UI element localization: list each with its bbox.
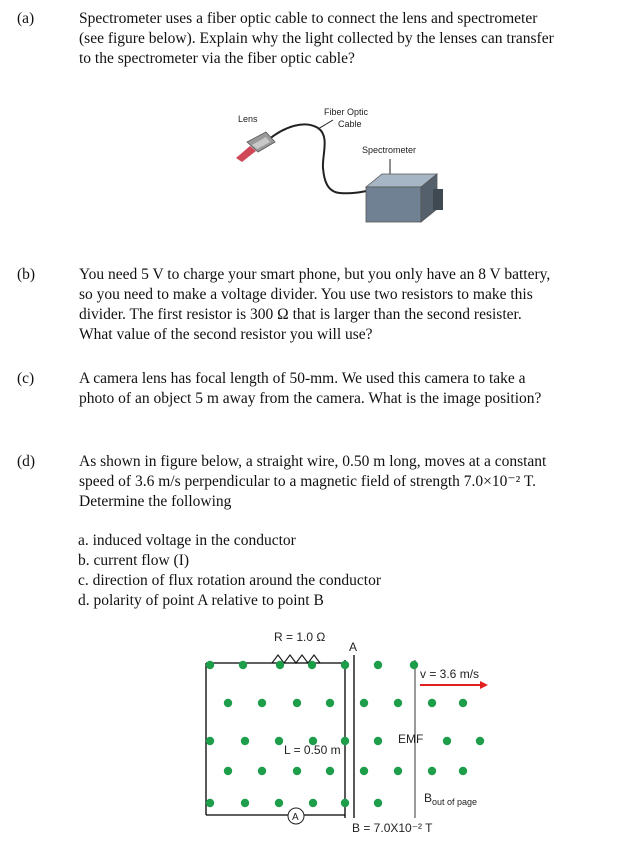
field-dot xyxy=(341,799,349,807)
field-dot xyxy=(275,799,283,807)
field-dot xyxy=(308,661,316,669)
velocity-label: v = 3.6 m/s xyxy=(420,667,480,681)
field-dot xyxy=(206,799,214,807)
emf-label: EMF xyxy=(398,732,424,746)
lens-icon xyxy=(236,132,275,162)
field-dot xyxy=(374,661,382,669)
b-out-main: B xyxy=(424,791,433,805)
question-b-line-3: divider. The first resistor is 300 Ω that is larger than the second resister. xyxy=(79,306,522,323)
question-b-line-4: What value of the second resistor you will use? xyxy=(79,326,373,343)
field-dot xyxy=(293,767,301,775)
field-dot xyxy=(374,799,382,807)
question-c-line-1: A camera lens has focal length of 50-mm. We used this camera to take a xyxy=(79,370,526,387)
length-label: L = 0.50 m xyxy=(284,743,341,757)
field-dot xyxy=(258,699,266,707)
cable-label-line1: Fiber Optic xyxy=(324,107,369,117)
field-dot xyxy=(206,737,214,745)
field-dot xyxy=(410,661,418,669)
question-d-line-2: speed of 3.6 m/s perpendicular to a magnetic field of strength 7.0×10⁻² T. xyxy=(79,473,537,490)
question-b-label: (b) xyxy=(17,266,36,283)
question-d-text xyxy=(79,452,609,512)
spectrometer-figure xyxy=(0,95,622,235)
field-dot xyxy=(360,699,368,707)
field-dot xyxy=(374,737,382,745)
field-strength-label: B = 7.0X10⁻² T xyxy=(352,821,433,835)
point-a-circle-label: A xyxy=(292,812,299,823)
field-dot xyxy=(326,699,334,707)
question-d-subpart-c: c. direction of flux rotation around the conductor xyxy=(78,572,382,589)
question-d-line-1: As shown in figure below, a straight wire, 0.50 m long, moves at a constant xyxy=(79,453,547,470)
field-dot xyxy=(276,661,284,669)
cable-label-line2: Cable xyxy=(338,119,362,129)
question-d-line-3: Determine the following xyxy=(79,493,232,510)
field-dot xyxy=(341,661,349,669)
magnetic-field-figure xyxy=(0,625,622,845)
field-dot xyxy=(360,767,368,775)
field-dot xyxy=(326,767,334,775)
field-dot xyxy=(224,767,232,775)
field-dot xyxy=(241,799,249,807)
b-out-sub: out of page xyxy=(432,797,478,807)
field-dot xyxy=(428,767,436,775)
circuit-frame xyxy=(206,655,415,818)
question-b-line-1: You need 5 V to charge your smart phone, but you only have an 8 V battery, xyxy=(79,266,551,283)
point-a-marker xyxy=(288,808,304,824)
b-out-label xyxy=(424,791,477,807)
question-c-label: (c) xyxy=(17,370,35,387)
question-a-line-1: Spectrometer uses a fiber optic cable to connect the lens and spectrometer xyxy=(79,10,538,27)
velocity-arrow-icon xyxy=(420,681,488,689)
question-c-text xyxy=(79,369,609,409)
field-dot xyxy=(443,737,451,745)
question-a-line-2: (see figure below). Explain why the light collected by the lenses can transfer xyxy=(79,30,554,47)
spectrometer-label: Spectrometer xyxy=(362,145,417,155)
question-a-text xyxy=(79,9,609,69)
field-dot xyxy=(459,767,467,775)
resistor-label: R = 1.0 Ω xyxy=(274,630,326,644)
question-d-subpart-d: d. polarity of point A relative to point B xyxy=(78,592,324,609)
spectrometer-box-icon xyxy=(366,174,443,222)
question-d-subpart-a: a. induced voltage in the conductor xyxy=(78,532,296,549)
point-a-top-label: A xyxy=(349,640,358,654)
field-dot xyxy=(309,799,317,807)
question-c-line-2: photo of an object 5 m away from the camera. What is the image position? xyxy=(79,390,542,407)
field-dot xyxy=(476,737,484,745)
field-dot xyxy=(241,737,249,745)
question-b-line-2: so you need to make a voltage divider. You use two resistors to make this xyxy=(79,286,533,303)
field-dot xyxy=(459,699,467,707)
question-d-label: (d) xyxy=(17,453,36,470)
question-b-text xyxy=(79,265,609,345)
field-dot xyxy=(394,767,402,775)
field-dot xyxy=(239,661,247,669)
field-dot xyxy=(394,699,402,707)
lens-label: Lens xyxy=(238,114,258,124)
field-dot xyxy=(428,699,436,707)
field-dot xyxy=(258,767,266,775)
field-dot xyxy=(341,737,349,745)
fiber-optic-cable xyxy=(268,124,372,193)
question-d-subpart-b: b. current flow (I) xyxy=(78,552,190,569)
field-dot xyxy=(275,737,283,745)
field-dot xyxy=(206,661,214,669)
field-dot xyxy=(293,699,301,707)
question-a-line-3: to the spectrometer via the fiber optic cable? xyxy=(79,50,355,67)
cable-pointer-line xyxy=(318,120,333,129)
question-a-label: (a) xyxy=(17,10,35,27)
field-dot xyxy=(224,699,232,707)
